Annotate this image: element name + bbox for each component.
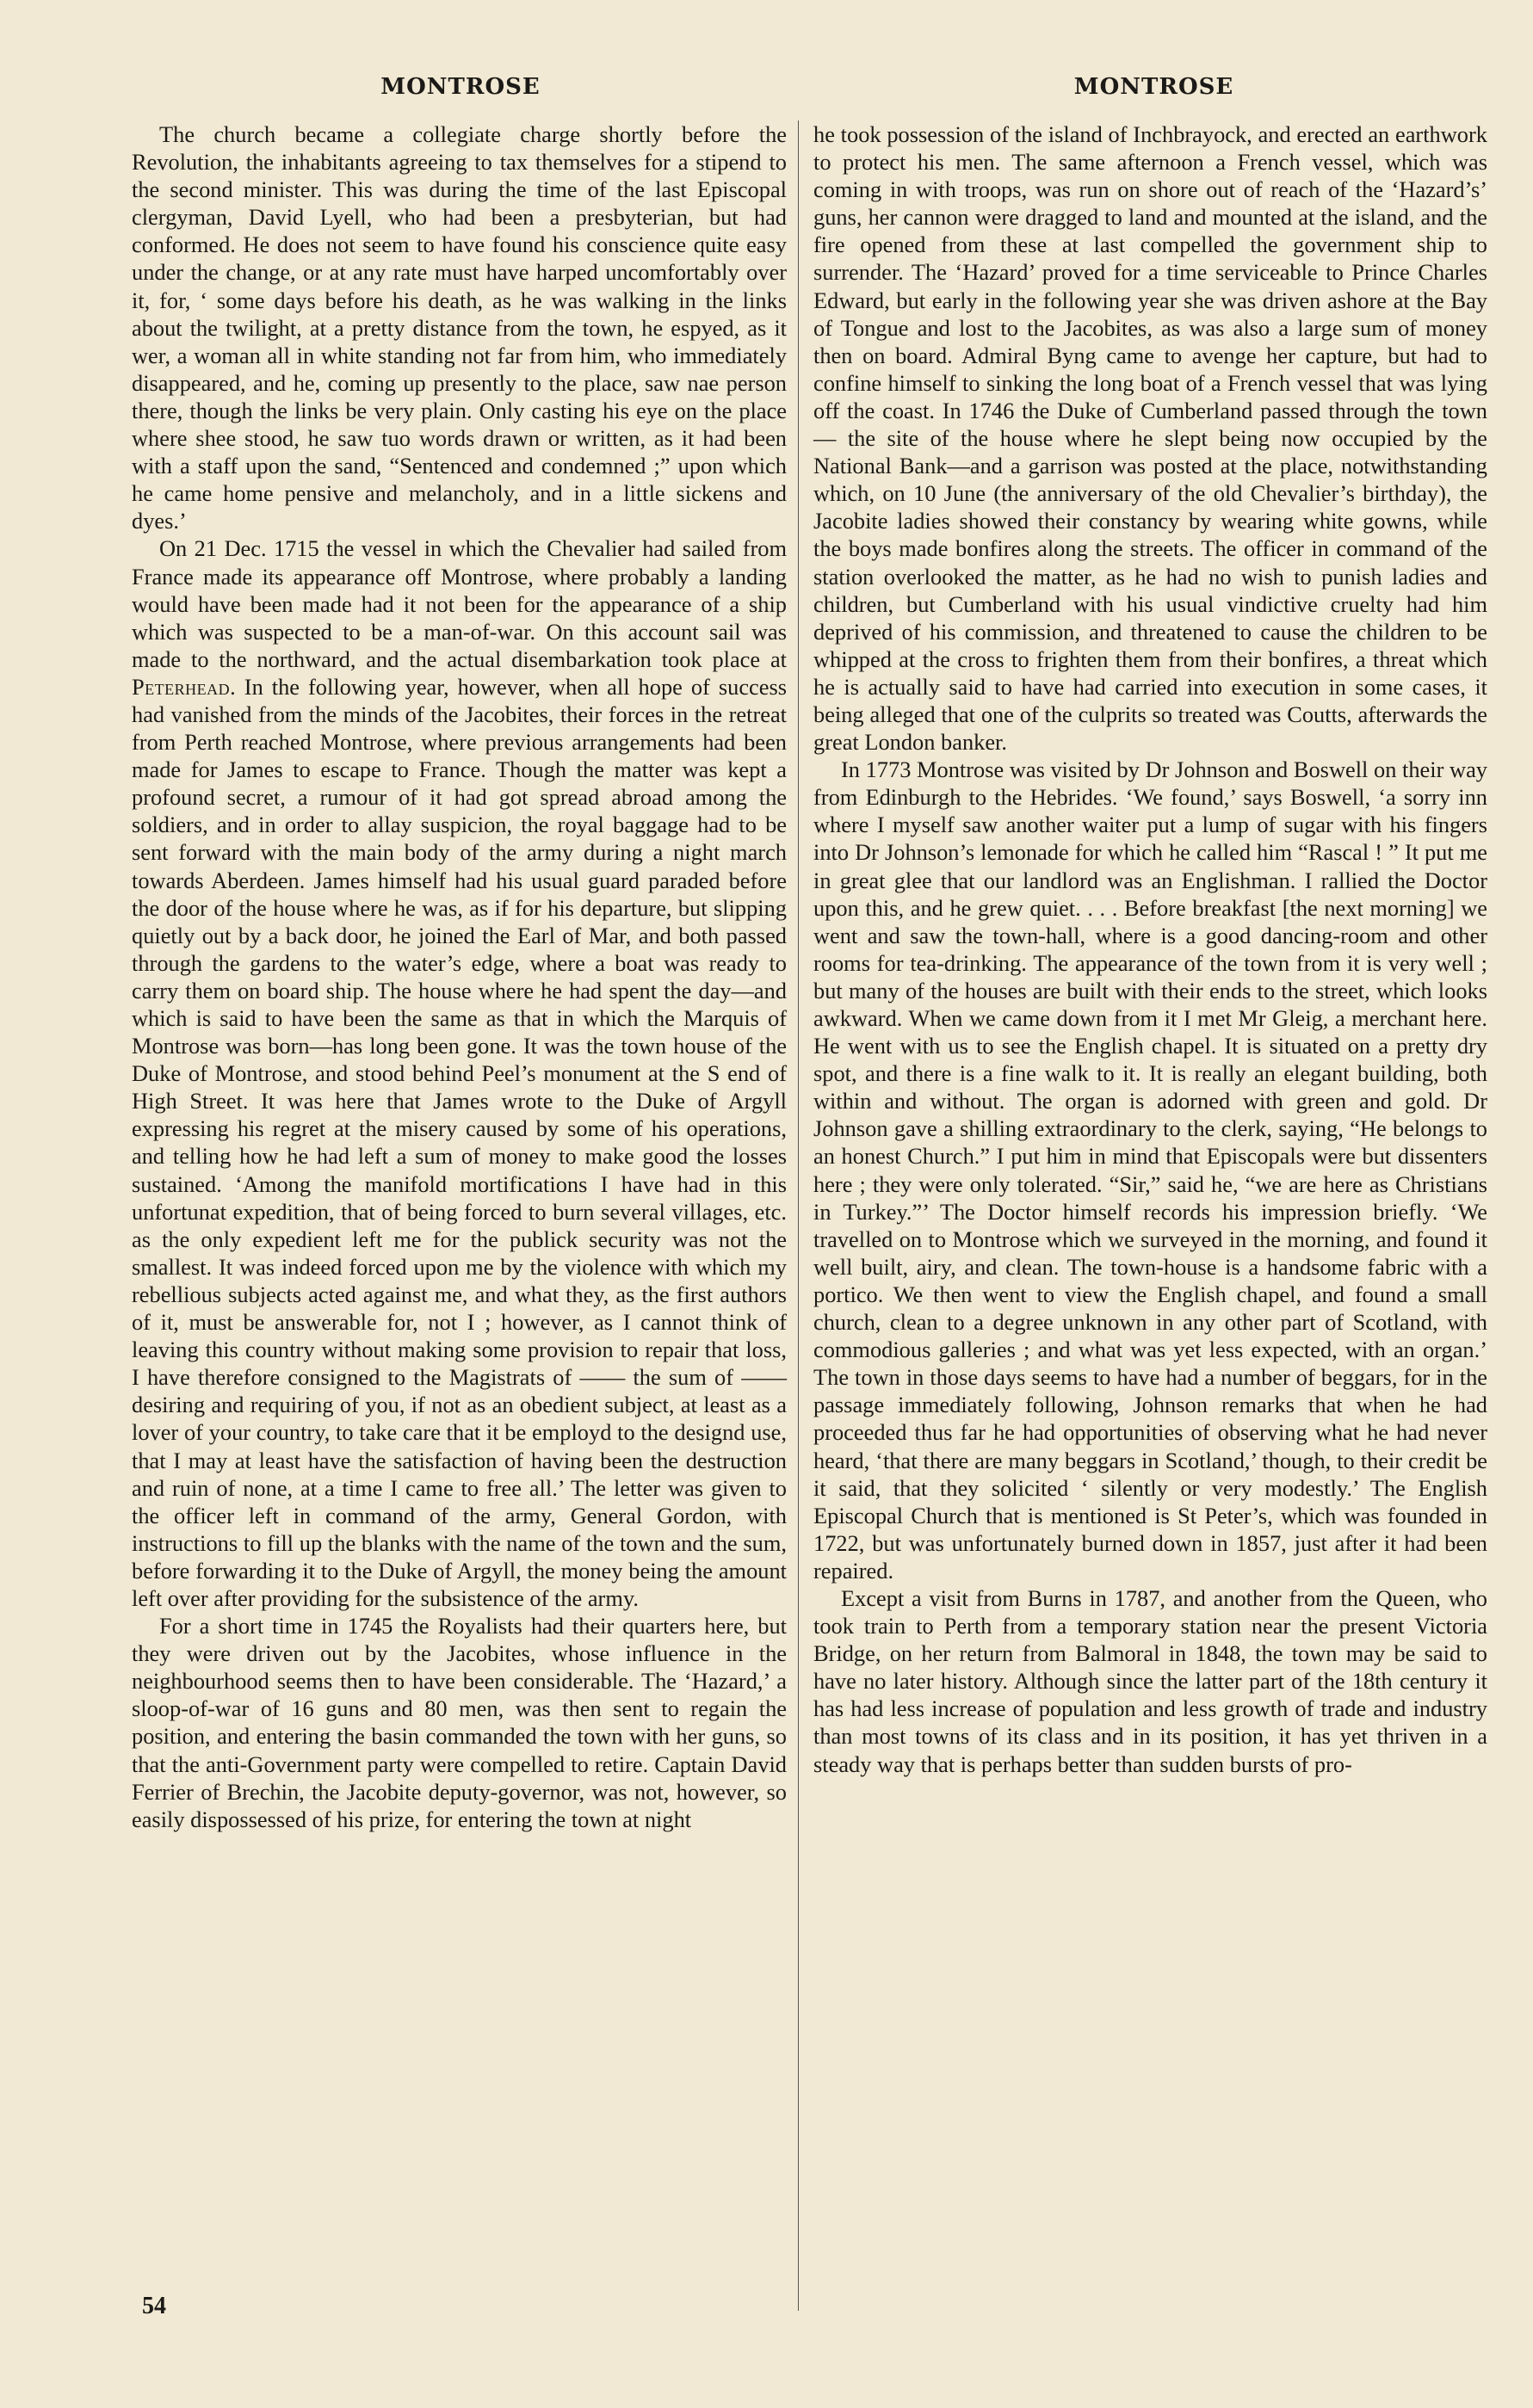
running-head-left: MONTROSE [380,74,541,100]
paragraph-johnson-boswell-1773: In 1773 Montrose was visited by Dr Johnson and Boswell on their way from Edinburgh to the Hebrides. ‘We found,’ says Boswell, ‘a sorry inn where I myself saw another waiter put a lump of sugar with his fingers into Dr Johnson’s lemonade for which he called him “Rascal ! ” It put me in great glee that our landlord was an Englishman. I rallied the Doctor upon this, and he grew quiet. . . . Before breakfast [the next morning] we went and saw the town-hall, where is a good dancing-room and other rooms for tea-drinking. The appearance of the town from it is very well ; but many of the houses are built with their ends to the street, which looks awkward. When we came down from it I met Mr Gleig, a merchant here. He went with us to see the English chapel. It is situated on a pretty dry spot, and there is a fine walk to it. It is really an elegant building, both within and without. The organ is adorned with green and gold. Dr Johnson gave a shilling extraordinary to the clerk, saying, “He belongs to an honest Church.” I put him in mind that Episcopals were but dissenters here ; they were only tolerated. “Sir,” said he, “we are here as Christians in Turkey.”’ The Doctor himself records his impression briefly. ‘We travelled on to Montrose which we surveyed in the morning, and found it well built, airy, and clean. The town-house is a handsome fabric with a portico. We then went to view the English chapel, and found a small church, clean to a degree unknown in any other part of Scotland, with commodious galleries ; and what was yet less expected, with an organ.’ The town in those days seems to have had a number of beggars, for in the passage immediately following, Johnson remarks that when he had proceeded thus far he had opportunities of observing what he had never heard, ‘that there are many beggars in Scotland,’ though, to their credit be it said, that they solicited ‘ silently or very modestly.’ The English Episcopal Church that is mentioned is St Peter’s, which was founded in 1722, but was unfortunately burned down in 1857, just after it had been repaired. [813,756,1487,1584]
paragraph-text: . In the following year, however, when all hope of success had vanished from the minds of the Jacobites, their forces in the retreat from Perth reached Montrose, where previous arrangements had been made for James to escape to France. Though the matter was kept a profound secret, a rumour of it had got spread abroad among the soldiers, and in order to allay suspicion, the royal baggage had to be sent forward with the main body of the army during a night march towards Aberdeen. James himself had his usual guard paraded before the door of the house where he was, as if for his departure, but slipping quietly out by a back door, he joined the Earl of Mar, and both passed through the gardens to the water’s edge, where a boat was ready to carry them on board ship. The house where he had spent the day—and which is said to have been the same as that in which the Marquis of Montrose was born—has long been gone. It was the town house of the Duke of Montrose, and stood behind Peel’s monument at the S end of High Street. It was here that James wrote to the Duke of Argyll expressing his regret at the misery caused by some of his operations, and telling how he had left a sum of money to make good the losses sustained. ‘Among the manifold mortifications I have had in this unfortunat expedition, that of being forced to burn several villages, etc. as the only expedient left me for the publick security was not the smallest. It was indeed forced upon me by the violence with which my rebellious subjects acted against me, and what they, as the first authors of it, must be answerable for, not I ; however, as I cannot think of leaving this country without making some provision to repair that loss, I have therefore consigned to the Magistrats of —— the sum of —— desiring and requiring of you, if not as an obedient subject, at least as a lover of your country, to take care that it be employd to the designd use, that I may at least have the satisfaction of having been the destruction and ruin of none, at a time I came to free all.’ The letter was given to the officer left in command of the army, General Gordon, with instructions to fill up the blanks with the name of the town and the sum, before forwarding it to the Duke of Argyll, the money being the amount left over after providing for the subsistence of the army. [132,673,787,1611]
paragraph-inchbrayock: he took possession of the island of Inchbrayock, and erected an earthwork to protect his men. The same afternoon a French vessel, which was coming in with troops, was run on shore out of reach of the ‘Hazard’s’ guns, her cannon were dragged to land and mounted at the island, and the fire opened from these at last compelled the government ship to surrender. The ‘Hazard’ proved for a time serviceable to Prince Charles Edward, but early in the following year she was driven ashore at the Bay of Tongue and lost to the Jacobites, as was also a large sum of money then on board. Admiral Byng came to avenge her capture, but had to confine himself to sinking the long boat of a French vessel that was lying off the coast. In 1746 the Duke of Cumberland passed through the town — the site of the house where he slept being now occupied by the National Bank—and a garrison was posted at the place, notwithstanding which, on 10 June (the anniversary of the old Chevalier’s birthday), the Jacobite ladies showed their constancy by wearing white gowns, while the boys made bonfires along the streets. The officer in command of the station overlooked the matter, as he had no wish to punish ladies and children, but Cumberland with his usual vindictive cruelty had him deprived of his commission, and threatened to cause the children to be whipped at the cross to frighten them from their bonfires, a threat which he is actually said to have had carried into execution in some cases, it being alleged that one of the culprits so treated was Coutts, afterwards the great London banker. [813,121,1487,756]
column-divider [798,120,799,2311]
place-name-peterhead: Peterhead [132,673,231,700]
paragraph-text: On 21 Dec. 1715 the vessel in which the Chevalier had sailed from France made its appearance off Montrose, where probably a landing would have been made had it not been for the appearance of a ship which was suspected to be a man-of-war. On this account sail was made to the northward, and the actual disembarkation took place at [132,535,787,672]
page-number: 54 [142,2293,166,2319]
paragraph-chevalier-1715 [132,534,787,1612]
paragraph-later-history: Except a visit from Burns in 1787, and another from the Queen, who took train to Perth from a temporary station near the present Victoria Bridge, on her return from Balmoral in 1848, the town may be said to have no later history. Although since the latter part of the 18th century it has had less increase of population and less growth of trade and industry than most towns of its class and in its position, it has yet thriven in a steady way that is perhaps better than sudden bursts of pro- [813,1584,1487,1777]
left-column [132,120,787,1833]
paragraph-royalists-1745: For a short time in 1745 the Royalists had their quarters here, but they were driven out by the Jacobites, whose influence in the neighbourhood seems then to have been considerable. The ‘Hazard,’ a sloop-of-war of 16 guns and 80 men, was then sent to regain the position, and entering the basin commanded the town with her guns, so that the anti-Government party were compelled to retire. Captain David Ferrier of Brechin, the Jacobite deputy-governor, was not, however, so easily dispossessed of his prize, for entering the town at night [132,1613,787,1832]
right-column [813,120,1487,1778]
paragraph-church-collegiate: The church became a collegiate charge shortly before the Revolution, the inhabitants agreeing to tax themselves for a stipend to the second minister. This was during the time of the last Episcopal clergyman, David Lyell, who had been a presbyterian, but had conformed. He does not seem to have found his conscience quite easy under the change, or at any rate must have harped uncomfortably over it, for, ‘ some days before his death, as he was walking in the links about the twilight, at a pretty distance from the town, he espyed, as it wer, a woman all in white standing not far from him, who immediately disappeared, and he, coming up presently to the place, saw nae person there, though the links be very plain. Only casting his eye on the place where shee stood, he saw tuo words drawn or written, as it had been with a staff upon the sand, “Sentenced and condemned ;” upon which he came home pensive and melancholy, and in a little sickens and dyes.’ [132,121,787,534]
running-head-right: MONTROSE [1073,74,1234,100]
